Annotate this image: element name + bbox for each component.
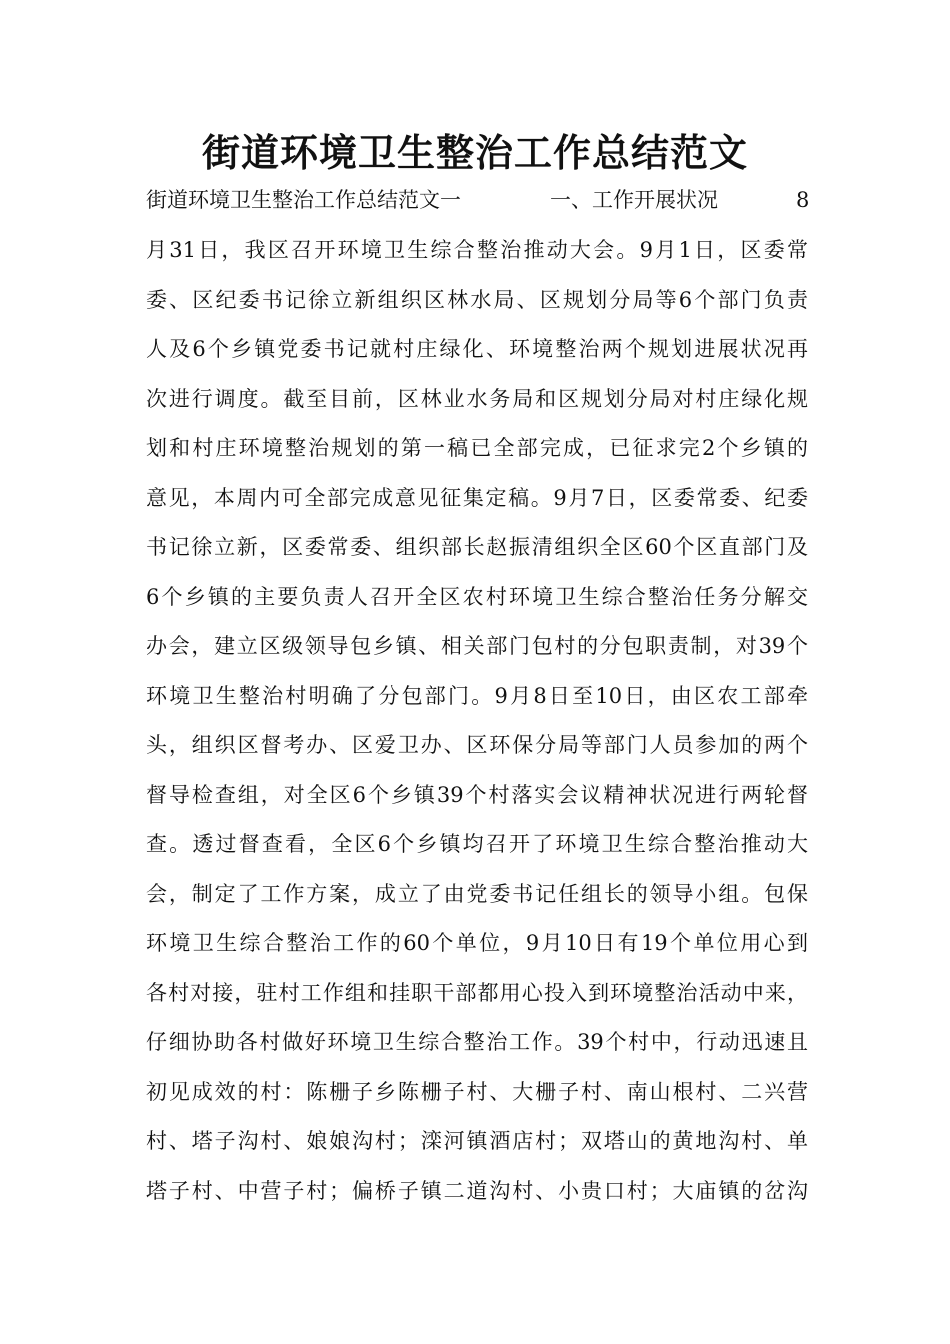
body-line: 仔细协助各村做好环境卫生综合整治工作。39个村中，行动迅速且 [146,1030,808,1054]
body-line: 环境卫生整治村明确了分包部门。9月8日至10日，由区农工部牵 [146,684,808,708]
body-line: 意见，本周内可全部完成意见征集定稿。9月7日，区委常委、纪委 [146,486,808,510]
body-line: 委、区纪委书记徐立新组织区林水局、区规划分局等6个部门负责 [146,288,808,312]
body-line: 各村对接，驻村工作组和挂职干部都用心投入到环境整治活动中来， [146,981,808,1005]
body-line: 次进行调度。截至目前，区林业水务局和区规划分局对村庄绿化规 [146,387,808,411]
body-line: 会，制定了工作方案，成立了由党委书记任组长的领导小组。包保 [146,882,808,906]
section-heading: 一、工作开展状况 [550,188,718,212]
body-line: 月31日，我区召开环境卫生综合整治推动大会。9月1日，区委常 [146,238,808,262]
body-line: 查。透过督查看，全区6个乡镇均召开了环境卫生综合整治推动大 [146,832,808,856]
body-line: 办会，建立区级领导包乡镇、相关部门包村的分包职责制，对39个 [146,634,808,658]
subtitle-text: 街道环境卫生整治工作总结范文一 [146,188,461,212]
body-line: 书记徐立新，区委常委、组织部长赵振清组织全区60个区直部门及 [146,535,808,559]
body-line: 村、塔子沟村、娘娘沟村；滦河镇酒店村；双塔山的黄地沟村、单 [146,1129,808,1153]
body-line: 督导检查组，对全区6个乡镇39个村落实会议精神状况进行两轮督 [146,783,808,807]
first-text-row [146,180,808,220]
body-line: 塔子村、中营子村；偏桥子镇二道沟村、小贵口村；大庙镇的岔沟 [146,1179,808,1203]
body-line: 头，组织区督考办、区爱卫办、区环保分局等部门人员参加的两个 [146,733,808,757]
body-line: 6个乡镇的主要负责人召开全区农村环境卫生综合整治任务分解交 [146,585,808,609]
document-title: 街道环境卫生整治工作总结范文 [201,131,748,175]
body-line: 环境卫生综合整治工作的60个单位，9月10日有19个单位用心到 [146,931,808,955]
body-line: 人及6个乡镇党委书记就村庄绿化、环境整治两个规划进展状况再 [146,337,808,361]
line-wrap-number: 8 [796,188,810,212]
body-line: 划和村庄环境整治规划的第一稿已全部完成，已征求完2个乡镇的 [146,436,808,460]
body-line: 初见成效的村：陈栅子乡陈栅子村、大栅子村、南山根村、二兴营 [146,1080,808,1104]
